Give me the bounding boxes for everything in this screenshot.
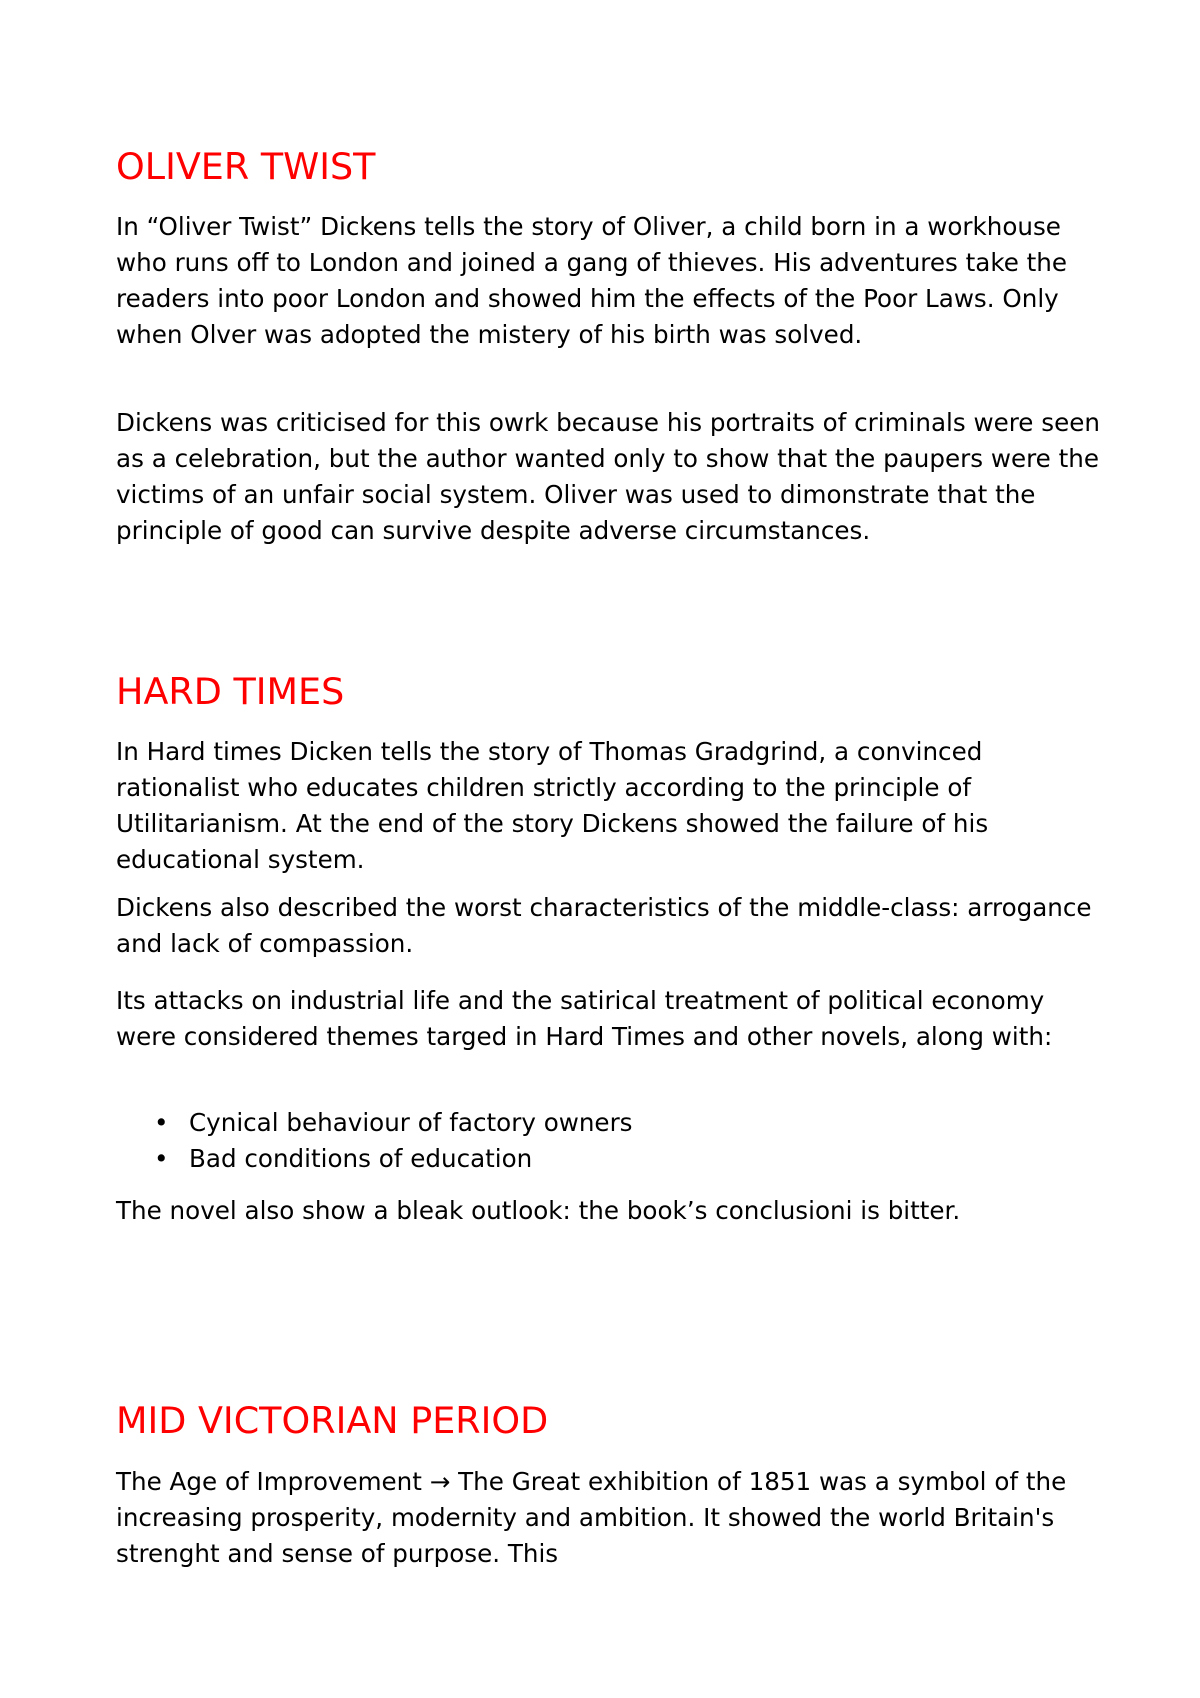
paragraph: Its attacks on industrial life and the satirical treatment of political economy were considered themes targed in Hard Times and other novels, along with: bbox=[116, 986, 1053, 1051]
bullet-icon: • bbox=[154, 1144, 169, 1173]
paragraph: The Age of Improvement → The Great exhibition of 1851 was a symbol of the increasing prosperity, modernity and ambition. It showed the world Britain's strenght and sense of purpose. This bbox=[116, 1467, 1067, 1568]
paragraph: In Hard times Dicken tells the story of Thomas Gradgrind, a convinced rationalist who educates children strictly according to the principle of Utilitarianism. At the end of the story Dickens showed the failure of his educational system. bbox=[116, 737, 989, 874]
section-heading-oliver-twist: OLIVER TWIST bbox=[116, 145, 376, 188]
list-item bbox=[116, 1141, 633, 1177]
bullet-list bbox=[116, 1105, 633, 1177]
paragraph: In “Oliver Twist” Dickens tells the story of Oliver, a child born in a workhouse who runs off to London and joined a gang of thieves. His adventures take the readers into poor London and showed him the effects of the Poor Laws. Only when Olver was adopted the mistery of his birth was solved. bbox=[116, 212, 1068, 349]
paragraph: Dickens was criticised for this owrk because his portraits of criminals were seen as a celebration, but the author wanted only to show that the paupers were the victims of an unfair social system. Oliver was used to dimonstrate that the principle of good can survive despite adverse circumstances. bbox=[116, 408, 1100, 545]
section-heading-mid-victorian-period: MID VICTORIAN PERIOD bbox=[116, 1399, 549, 1442]
list-item-text: Bad conditions of education bbox=[189, 1144, 533, 1173]
section-heading-hard-times: HARD TIMES bbox=[116, 670, 345, 713]
bullet-icon: • bbox=[154, 1108, 169, 1137]
paragraph: The novel also show a bleak outlook: the book’s conclusioni is bitter. bbox=[116, 1196, 961, 1225]
paragraph: Dickens also described the worst characteristics of the middle-class: arrogance and lack of compassion. bbox=[116, 893, 1092, 958]
list-item bbox=[116, 1105, 633, 1141]
list-item-text: Cynical behaviour of factory owners bbox=[189, 1108, 633, 1137]
